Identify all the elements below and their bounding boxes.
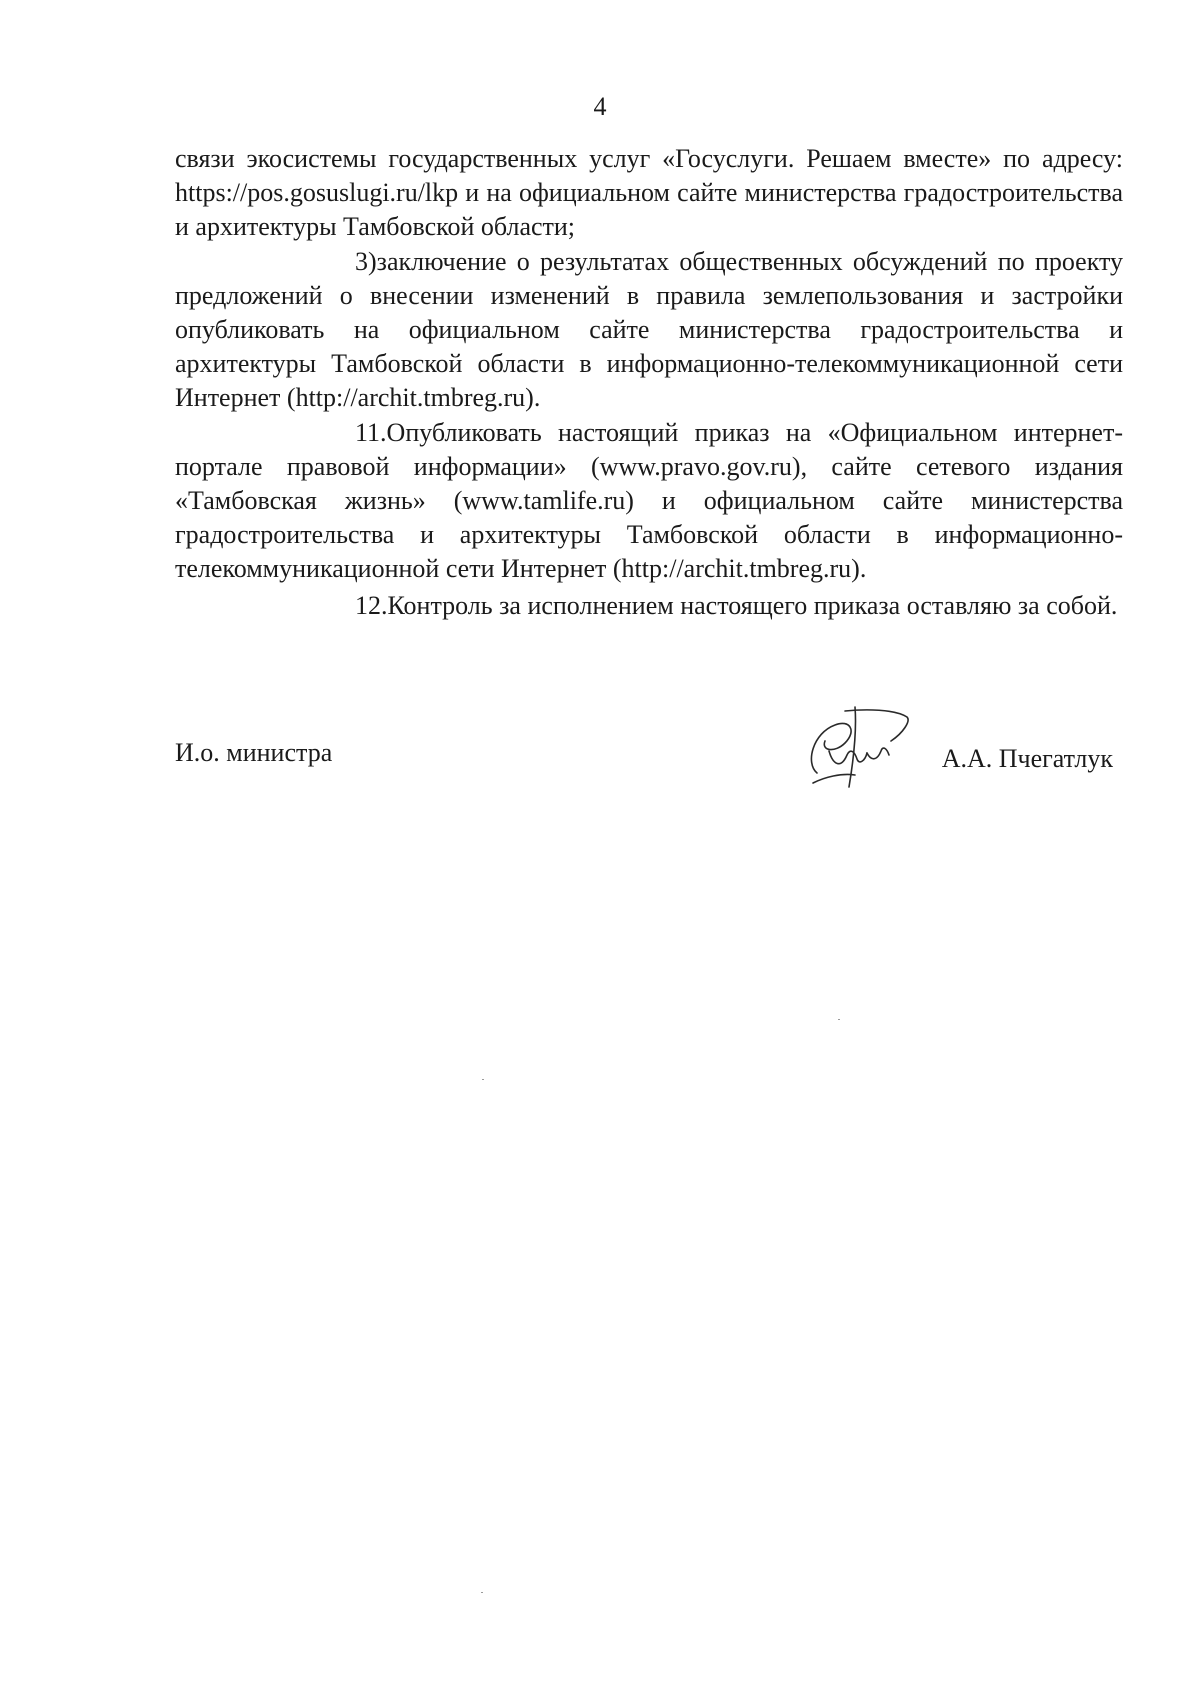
list-item-11 (175, 416, 1123, 587)
signatory-title: И.о. министра (175, 738, 333, 767)
scan-speck (838, 1019, 840, 1020)
list-item-number: 11. (355, 417, 387, 447)
scan-speck (481, 1592, 483, 1593)
list-item-text: Опубликовать настоящий приказ на «Официальном интернет-портале правовой информации» (www.pravo.gov.ru), сайте сетевого издания «Тамбовская жизнь» (www.tamlife.ru) и официальном сайте министерства градостроительства и архитектуры Тамбовской области в информационно-телекоммуникационной сети Интернет (http://archit.tmbreg.ru). (175, 417, 1123, 584)
list-item-text: заключение о результатах общественных обсуждений по проекту предложений о внесении изменений в правила землепользования и застройки опубликовать на официальном сайте министерства градостроительства и архитектуры Тамбовской области в информационно-телекоммуникационной сети Интернет (http://archit.tmbreg.ru). (175, 246, 1123, 413)
list-item-3 (175, 245, 1123, 416)
scan-speck (482, 1079, 484, 1080)
list-item-text: Контроль за исполнением настоящего приказа оставляю за собой. (387, 590, 1118, 620)
document-body (175, 142, 1123, 623)
list-item-12 (175, 589, 1123, 623)
list-item-number: 12. (355, 590, 388, 620)
page-number: 4 (593, 92, 607, 121)
signature-block (175, 738, 1123, 818)
paragraph-text: связи экосистемы государственных услуг «Госуслуги. Решаем вместе» по адресу: https://pos.gosuslugi.ru/lkp и на официальном сайте министерства градостроительства и архитектуры Тамбовской области; (175, 144, 1123, 242)
paragraph-continuation (175, 142, 1123, 245)
signatory-name: А.А. Пчегатлук (941, 744, 1113, 773)
handwritten-signature (795, 703, 915, 793)
list-item-number: 3) (355, 246, 377, 276)
